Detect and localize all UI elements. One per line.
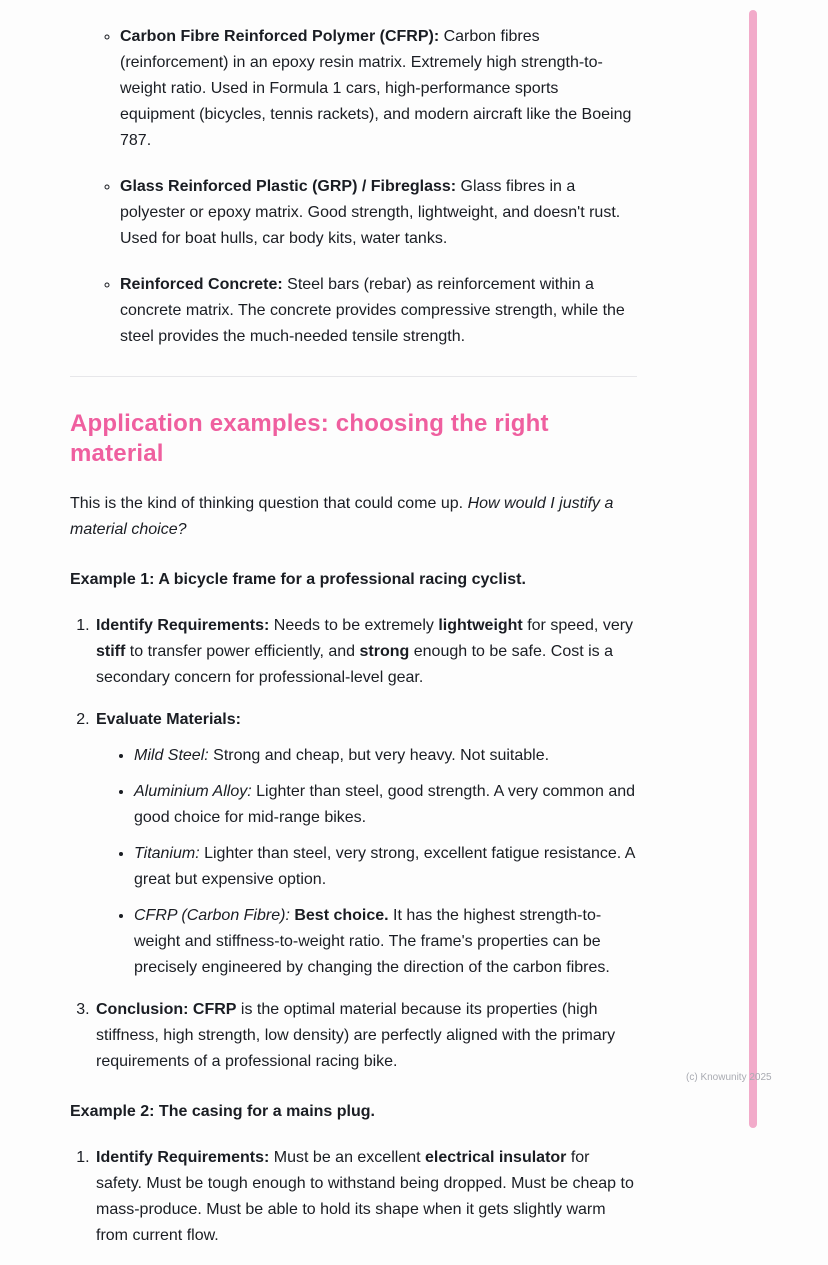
text-segment: strong <box>359 643 410 660</box>
text-segment: Conclusion: CFRP <box>96 1001 237 1018</box>
example2-steps-list <box>70 1145 637 1249</box>
text-segment: to transfer power efficiently, and <box>125 643 360 660</box>
example1-steps-list <box>70 613 637 1075</box>
watermark: (c) Knowunity 2025 <box>686 1072 772 1083</box>
text-segment: CFRP (Carbon Fibre): <box>134 907 290 924</box>
text-segment: Identify Requirements: <box>96 1149 270 1166</box>
text-segment: for speed, very <box>522 617 634 634</box>
composite-materials-list <box>70 24 637 350</box>
list-item <box>120 272 637 350</box>
list-item <box>120 174 637 252</box>
sub-bullet-list <box>96 743 637 981</box>
list-item <box>120 24 637 154</box>
list-item <box>94 707 637 981</box>
text-segment: Best choice. <box>294 907 389 924</box>
text-segment: Carbon Fibre Reinforced Polymer (CFRP): <box>120 28 440 45</box>
example2-title: Example 2: The casing for a mains plug. <box>70 1103 375 1120</box>
text-segment: It has the highest strength-to-weight and stiffness-to-weight ratio. The frame's properties can be precisely engineered by changing the direction of the carbon fibres. <box>134 907 610 976</box>
text-segment: How would I justify a material choice? <box>70 495 614 538</box>
text-segment: for safety. Must be tough enough to withstand being dropped. Must be cheap to mass-produce. Must be able to hold its shape when it gets slightly warm from current flow. <box>96 1149 634 1244</box>
text-segment: Identify Requirements: <box>96 617 270 634</box>
text-segment: Lighter than steel, good strength. A very common and good choice for mid-range bikes. <box>134 783 636 826</box>
text-segment: Reinforced Concrete: <box>120 276 283 293</box>
text-segment: Strong and cheap, but very heavy. Not suitable. <box>208 747 550 764</box>
text-segment: is the optimal material because its properties (high stiffness, high strength, low density) are perfectly aligned with the primary requirements of a professional racing bike. <box>96 1001 616 1070</box>
text-segment: Titanium: <box>134 845 200 862</box>
section-divider <box>70 376 637 377</box>
list-item <box>94 613 637 691</box>
example1-title: Example 1: A bicycle frame for a professional racing cyclist. <box>70 571 526 588</box>
text-segment: Lighter than steel, very strong, excellent fatigue resistance. A great but expensive option. <box>134 845 635 888</box>
sub-list-item <box>134 903 637 981</box>
text-segment: Glass Reinforced Plastic (GRP) / Fibreglass: <box>120 178 457 195</box>
scrollbar[interactable] <box>749 10 757 1128</box>
text-segment: Glass fibres in a polyester or epoxy matrix. Good strength, lightweight, and doesn't rust. Used for boat hulls, car body kits, water tanks. <box>120 178 621 247</box>
section-heading: Application examples: choosing the right material <box>70 410 549 467</box>
text-segment: Evaluate Materials: <box>96 711 241 728</box>
text-segment: electrical insulator <box>425 1149 567 1166</box>
text-segment: lightweight <box>438 617 523 634</box>
text-segment: Carbon fibres (reinforcement) in an epoxy resin matrix. Extremely high strength-to-weight ratio. Used in Formula 1 cars, high-performance sports equipment (bicycles, tennis rackets), and modern aircraft like the Boeing 787. <box>120 28 632 149</box>
list-item <box>94 1145 637 1249</box>
document-content <box>70 24 637 1265</box>
text-segment: Mild Steel: <box>134 747 209 764</box>
sub-list-item <box>134 841 637 893</box>
text-segment: stiff <box>96 643 126 660</box>
text-segment: Needs to be extremely <box>269 617 439 634</box>
list-item <box>94 997 637 1075</box>
sub-list-item <box>134 743 637 769</box>
text-segment: Must be an excellent <box>269 1149 425 1166</box>
intro-paragraph <box>70 491 637 543</box>
sub-list-item <box>134 779 637 831</box>
text-segment: This is the kind of thinking question that could come up. <box>70 495 468 512</box>
text-segment: enough to be safe. Cost is a secondary concern for professional-level gear. <box>96 643 613 686</box>
text-segment: Aluminium Alloy: <box>134 783 252 800</box>
text-segment: Steel bars (rebar) as reinforcement within a concrete matrix. The concrete provides compressive strength, while the steel provides the much-needed tensile strength. <box>120 276 625 345</box>
